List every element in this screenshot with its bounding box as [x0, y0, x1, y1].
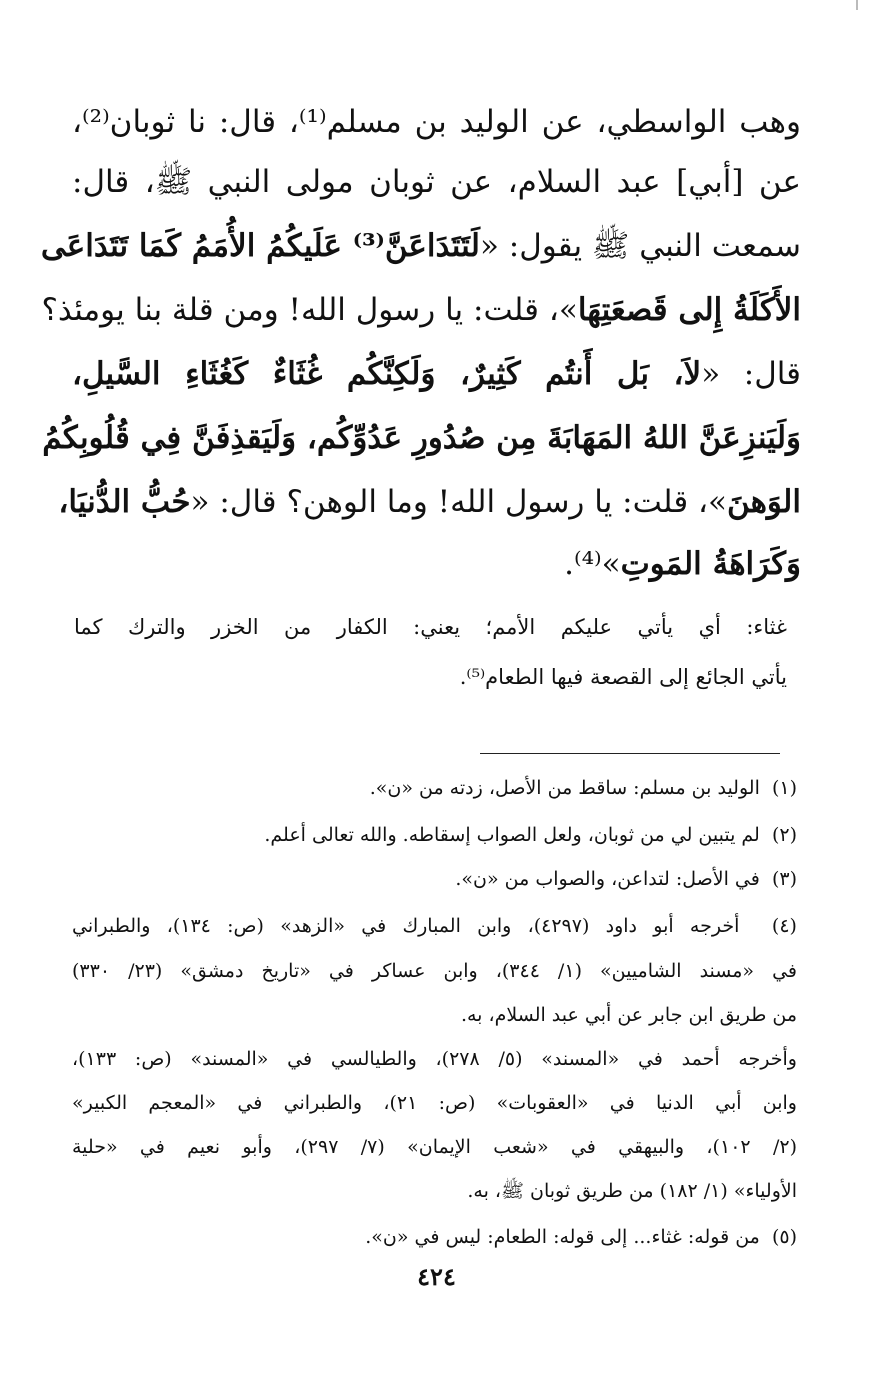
- main-line-8: وَكَرَاهَةُ المَوتِ»⁽⁴⁾.: [564, 546, 801, 582]
- main-line-5: قال: «لاَ، بَل أَنتُم كَثِيرٌ، وَلَكِنَّكُم غُثَاءٌ كَغُثَاءِ السَّيلِ،: [72, 356, 801, 392]
- hadith-text: لاَ، بَل أَنتُم كَثِيرٌ، وَلَكِنَّكُم غُثَاءٌ كَغُثَاءِ السَّيلِ،: [72, 356, 702, 392]
- footnote-4-line-7: الأولياء» (١/ ١٨٢) من طريق ثوبان ﷺ، به.: [467, 1180, 797, 1202]
- footnote-5: (٥) من قوله: غثاء... إلى قوله: الطعام: ليس في «ن».: [365, 1226, 797, 1248]
- footnote-number: (١): [771, 777, 797, 799]
- footnote-1: (١) الوليد بن مسلم: ساقط من الأصل، زدته من «ن».: [369, 777, 797, 799]
- page-edge-mark: [856, 0, 858, 10]
- footnote-4-line-2: في «مسند الشاميين» (١/ ٣٤٤)، وابن عساكر في «تاريخ دمشق» (٢٣/ ٣٣٠): [72, 960, 797, 982]
- footnote-4-line-4: وأخرجه أحمد في «المسند» (٥/ ٢٧٨)، والطيالسي في «المسند» (ص: ١٣٣)،: [72, 1048, 797, 1070]
- main-line-1: وهب الواسطي، عن الوليد بن مسلم⁽¹⁾، قال: نا ثوبان⁽²⁾،: [72, 104, 801, 140]
- footnote-separator: [480, 753, 780, 754]
- hadith-text: وَكَرَاهَةُ المَوتِ: [620, 546, 801, 582]
- footnote-number: (٥): [771, 1226, 797, 1248]
- footnote-4-line-5: وابن أبي الدنيا في «العقوبات» (ص: ٢١)، والطبراني في «المعجم الكبير»: [72, 1092, 797, 1114]
- main-line-2: عن [أبي] عبد السلام، عن ثوبان مولى النبي ﷺ، قال:: [72, 164, 801, 200]
- footnote-number: (٣): [771, 868, 797, 890]
- footnote-4-line-3: من طريق ابن جابر عن أبي عبد السلام، به.: [460, 1004, 797, 1026]
- footnote-3: (٣) في الأصل: لتداعن، والصواب من «ن».: [455, 868, 797, 890]
- note-line-2: يأتي الجائع إلى القصعة فيها الطعام⁽⁵⁾.: [459, 665, 787, 689]
- main-line-7: الوَهنَ»، قلت: يا رسول الله! وما الوهن؟ قال: «حُبُّ الدُّنيَا،: [58, 484, 801, 520]
- footnote-2: (٢) لم يتبين لي من ثوبان، ولعل الصواب إسقاطه. والله تعالى أعلم.: [264, 824, 797, 846]
- main-line-6: وَلَيَنزِعَنَّ اللهُ المَهَابَةَ مِن صُدُورِ عَدُوِّكُم، وَلَيَقذِفَنَّ فِي قُلُوبِكُمُ: [42, 420, 801, 456]
- hadith-text: الأَكَلَةُ إِلى قَصعَتِهَا: [577, 292, 801, 328]
- footnote-number: (٤): [771, 915, 797, 937]
- hadith-text: حُبُّ الدُّنيَا،: [58, 484, 191, 520]
- footnote-4-line-6: (٢/ ١٠٢)، والبيهقي في «شعب الإيمان» (٧/ ٢٩٧)، وأبو نعيم في «حلية: [72, 1136, 797, 1158]
- footnote-4-line-1: (٤) أخرجه أبو داود (٤٢٩٧)، وابن المبارك في «الزهد» (ص: ١٣٤)، والطبراني: [72, 915, 797, 937]
- footnote-number: (٢): [771, 824, 797, 846]
- hadith-text: الوَهنَ: [726, 484, 801, 520]
- note-line-1: غثاء: أي يأتي عليكم الأمم؛ يعني: الكفار من الخزر والترك كما: [74, 615, 787, 639]
- main-line-3: سمعت النبي ﷺ يقول: «لَتَتَدَاعَنَّ⁽³⁾ عَلَيكُمُ الأُمَمُ كَمَا تَتَدَاعَى: [40, 228, 801, 264]
- page-number: ٤٢٤: [417, 1262, 456, 1291]
- main-line-4: الأَكَلَةُ إِلى قَصعَتِهَا»، قلت: يا رسول الله! ومن قلة بنا يومئذ؟: [41, 292, 801, 328]
- hadith-text: لَتَتَدَاعَنَّ⁽³⁾ عَلَيكُمُ الأُمَمُ كَمَا تَتَدَاعَى: [40, 228, 480, 264]
